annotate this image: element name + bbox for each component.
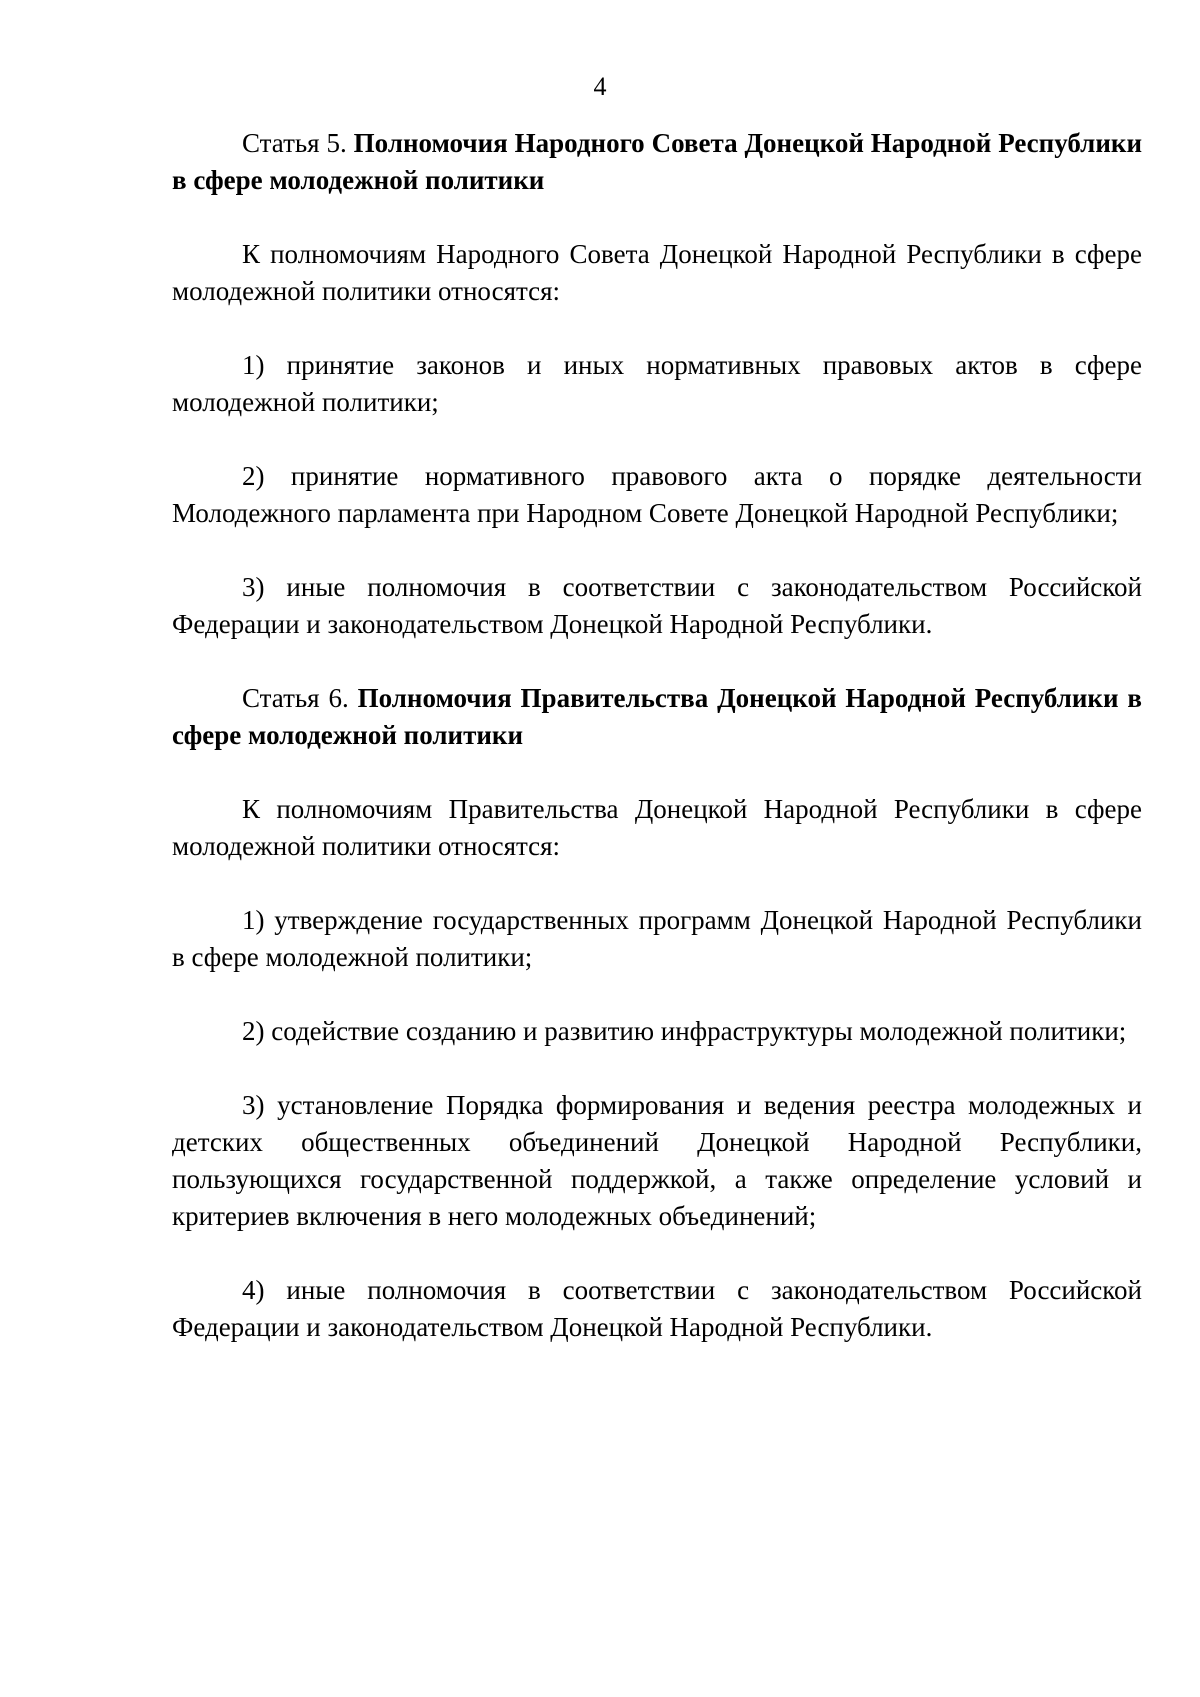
- article-6-item-1: 1) утверждение государственных программ Донецкой Народной Республики в сфере молодежной политики;: [172, 905, 1142, 972]
- article-5-heading: [172, 125, 1142, 199]
- article-5-item-1: 1) принятие законов и иных нормативных правовых актов в сфере молодежной политики;: [172, 350, 1142, 417]
- article-5-item-2: 2) принятие нормативного правового акта о порядке деятельности Молодежного парламента при Народном Совете Донецкой Народной Республики;: [172, 461, 1142, 528]
- article-5-label: Статья 5.: [242, 128, 347, 158]
- article-6-title: Полномочия Правительства Донецкой Народной Республики в сфере молодежной политики: [172, 683, 1142, 750]
- article-6-item-4: 4) иные полномочия в соответствии с законодательством Российской Федерации и законодательством Донецкой Народной Республики.: [172, 1275, 1142, 1342]
- article-6-label: Статья 6.: [242, 683, 349, 713]
- article-5-title: Полномочия Народного Совета Донецкой Народной Республики в сфере молодежной политики: [172, 128, 1143, 195]
- article-6-item-2: 2) содействие созданию и развитию инфраструктуры молодежной политики;: [242, 1016, 1127, 1046]
- article-5-intro: К полномочиям Народного Совета Донецкой Народной Республики в сфере молодежной политики относятся:: [172, 239, 1142, 306]
- page-number: 4: [593, 72, 607, 101]
- document-body: [172, 125, 1142, 1383]
- article-6-heading: [172, 680, 1142, 754]
- article-5-item-3: 3) иные полномочия в соответствии с законодательством Российской Федерации и законодательством Донецкой Народной Республики.: [172, 572, 1142, 639]
- article-6-intro: К полномочиям Правительства Донецкой Народной Республики в сфере молодежной политики относятся:: [172, 794, 1142, 861]
- article-6-item-3: 3) установление Порядка формирования и ведения реестра молодежных и детских общественных объединений Донецкой Народной Республики, пользующихся государственной поддержкой, а также определение условий и критериев включения в него молодежных объединений;: [172, 1090, 1142, 1231]
